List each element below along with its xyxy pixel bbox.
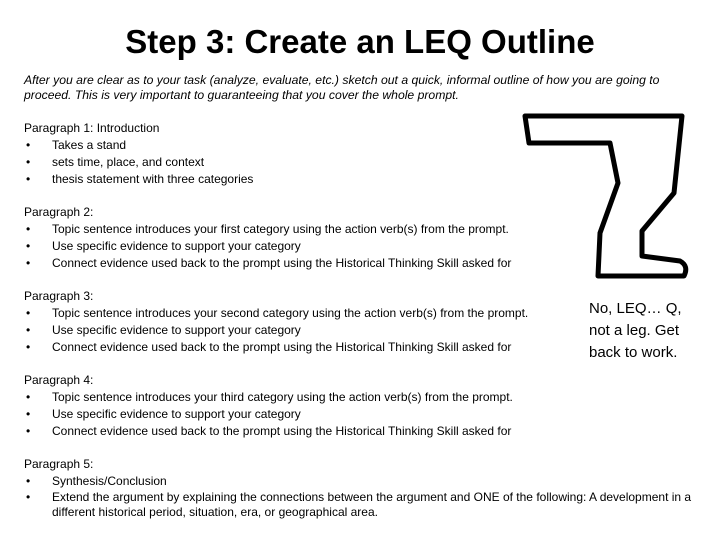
bullet-icon: • [26, 424, 31, 438]
list-item: • Topic sentence introduces your third category using the action verb(s) from the prompt. [26, 390, 513, 404]
list-item: • Connect evidence used back to the prompt using the Historical Thinking Skill asked for [26, 424, 512, 438]
list-item: • Connect evidence used back to the prompt using the Historical Thinking Skill asked for [26, 256, 512, 270]
list-item: • sets time, place, and context [26, 155, 205, 169]
bullet-icon: • [26, 390, 31, 404]
paragraph-5-title: Paragraph 5: [24, 457, 94, 471]
bullet-icon: • [26, 256, 31, 270]
bullet-icon: • [26, 172, 31, 186]
bullet-icon: • [26, 340, 31, 354]
list-item: • Topic sentence introduces your first category using the action verb(s) from the prompt. [26, 222, 509, 236]
list-item: • Extend the argument by explaining the connections between the argument and ONE of the following: A development in a different historical period, situation, era, or geographical area. [26, 490, 692, 519]
list-item: • Takes a stand [26, 138, 127, 152]
paragraph-2-section [24, 204, 511, 272]
bullet-icon: • [26, 222, 31, 236]
paragraph-1-section [24, 120, 253, 188]
list-item: • Use specific evidence to support your category [26, 323, 301, 337]
bullet-icon: • [26, 239, 31, 253]
paragraph-1-title: Paragraph 1: Introduction [24, 121, 160, 135]
bullet-icon: • [26, 474, 31, 488]
paragraph-2-title: Paragraph 2: [24, 205, 94, 219]
intro-text: After you are clear as to your task (analyze, evaluate, etc.) sketch out a quick, informal outline of how you are going to proceed. This is very important to guaranteeing that you cover the whole prompt. [24, 73, 660, 102]
paragraph-4-section [24, 372, 513, 440]
bullet-icon: • [26, 323, 31, 337]
slide-title: Step 3: Create an LEQ Outline [125, 23, 595, 60]
bullet-icon: • [26, 155, 31, 169]
list-item: • Use specific evidence to support your category [26, 239, 301, 253]
side-note: No, LEQ… Q, not a leg. Get back to work. [589, 300, 682, 361]
paragraph-4-title: Paragraph 4: [24, 373, 94, 387]
bullet-icon: • [26, 490, 31, 504]
list-item: • Topic sentence introduces your second category using the action verb(s) from the prompt. [26, 306, 529, 320]
bullet-icon: • [26, 407, 31, 421]
list-item: • thesis statement with three categories [26, 172, 254, 186]
list-item: • Use specific evidence to support your category [26, 407, 301, 421]
paragraph-5-section [24, 456, 692, 520]
bullet-icon: • [26, 306, 31, 320]
list-item: • Synthesis/Conclusion [26, 474, 167, 488]
paragraph-3-title: Paragraph 3: [24, 289, 94, 303]
leg-outline-icon [522, 113, 692, 288]
paragraph-3-section [24, 288, 528, 356]
bullet-icon: • [26, 138, 31, 152]
list-item: • Connect evidence used back to the prompt using the Historical Thinking Skill asked for [26, 340, 512, 354]
